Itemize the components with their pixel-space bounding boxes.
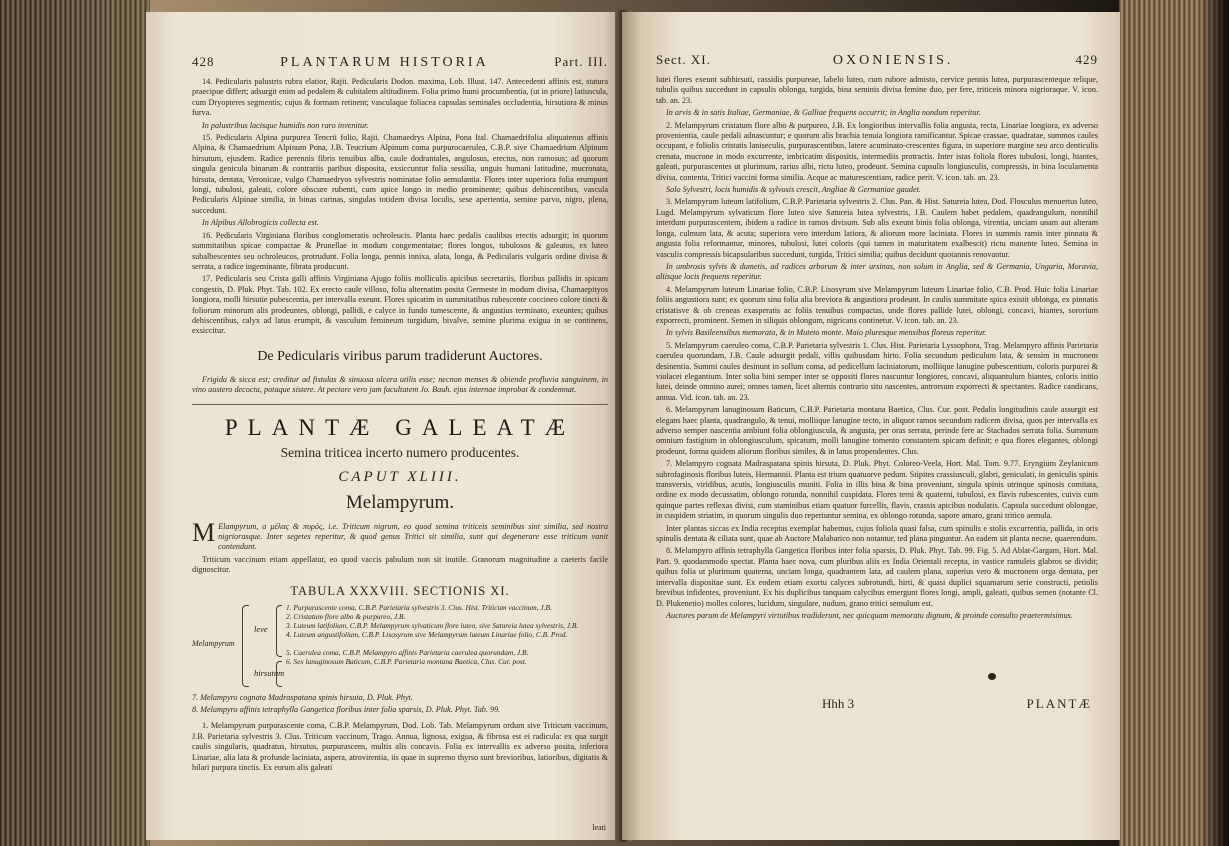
table-entries bbox=[286, 603, 604, 666]
table-subgroup-hirsutum: hirsutum bbox=[254, 667, 285, 678]
paragraph: 3. Melampyrum luteum latifolium, C.B.P. Parietaria sylvestris 2. Clus. Pan. & Hist. Satureia lutea, Dod. Flosculus menuertus luteo, Lugd. Melampyrum sylvaticum flore luteo sive Satureia lutea sylvestris, J.B. Caulem habet pedalem, quadrangulum, nonnihil interdum purpurascentem, ibidem a radice in ramos divisum. Sub alis exeunt binis folia oblonga, virentia, unciam unam aut alteram longa, culmum lata, & acuta; superiora vero interdum latiora, & aliorum more laciniata. Flores in summis ramis inter pinnata & angusta folia reformantur, minores, tubulosi, lutei coloris (qui tamen in maturitatem exalbescit) rictu manente luteo. Semina in vasculis compressis bicapsularibus succedunt, turgida, Tritici similia; quibus decidunt quotannis renovantur. bbox=[656, 197, 1098, 259]
genus-intro-2: Triticum vaccinum etiam appellatur, eo quod vaccis pabulum non sit inutile. Granorum magnitudine a caeteris facile dignoscitur. bbox=[192, 554, 608, 575]
virtue-text: Frigida & sicca est; creditur ad fistulas & sinuosa ulcera utilis esse; necnon menses & obiende profluvia sanguinem, in vino austero decocta, potaque sistere. At pectore vero jam facultatem Jo. Bauh. ejus internae improbat & condemnat. bbox=[192, 374, 608, 395]
brace bbox=[276, 605, 282, 657]
virtue-note: Auctores parum de Melampyri virtutibus tradiderunt, nec quicquam memoratu dignum, & proinde consulto praetermisimus. bbox=[666, 610, 1073, 620]
table-entry: 6. Sex lanuginosum Baticum, C.B.P. Parietaria montana Baetica, Clus. Cur. post. bbox=[286, 656, 527, 666]
table-entry: 3. Luteum latifolium, C.B.P. Melampyrum sylvaticum flore luteo, sive Satureia lutea sylvestris, J.B. bbox=[286, 620, 579, 630]
left-page bbox=[146, 12, 624, 840]
paragraph: 16. Pedicularis Virginiana floribus conglomeratis ochroleucis. Planta haec pedalis caulibus erectis adsurgit; in quorum summitatibus spicae compactae & Prunellae in modum congementatae; flores longos, tubulosos & galeatos, ex luteo subalbescentes seu ochroleucos, protrudunt. Folia longa, pennis innixa, alata, longa, & Pedicularis vulgaris ordine divisa & serrata, a radice ingeminante, fibrata producunt. bbox=[192, 230, 608, 271]
brace bbox=[276, 661, 282, 687]
habitat-note: In umbrosis sylvis & dumetis, ad radices arborum & inter ursinas, non solum in Anglia, sed & Germania, Ungaria, Moravia, aliisque locis frequens reperitur. bbox=[656, 261, 1098, 282]
paragraph: 17. Pedicularis seu Crista galli affinis Virginiana Ajugo foliis molliculis apicibus secretariis, floribus pallidis in spicam congestis, D. Pluk. Phyt. Tab. 102. Ex erecto caule villoso, folia alternatim posita Germeste in modum divisa, Chamaepityos longiora, molli hirsutie pubescentia, per intervalla exeunt. Flores spicatim in summitatibus rubescente coccineo colore tincti & foliorum minorum alis prodeuntes, oblongi, pallidi, e calyce in fundo tumescente, & angustius terminato, exeuntes; quibus dehiscentibus, calyx ad latus erumpit, & vasculum femineum turgidum, bivalve, semine plurima exigua in se continens, exsiccitur. bbox=[192, 274, 608, 336]
paragraph: lutei flores exeunt subhirsuti, cassidis purpureae, labelo luteo, cum rubore admisto, cervice pennis lutea, purpurascenteque relique, tubulis quibus succedunt in capsulis oblonga, turgida, bina seminis divisa femine duo, per fere, triticeis minora nigrioraque. V. icon. tab. an. 23. bbox=[656, 75, 1098, 105]
right-running-title: OXONIENSIS. bbox=[832, 53, 954, 68]
left-catchword: leati bbox=[592, 823, 606, 832]
habitat-note: In sylvis Basileensibus memorata, & in Muteto monte. Maio pluresque mensibus floreus reperitur. bbox=[666, 328, 987, 338]
left-running-title: PLANTARUM HISTORIA bbox=[280, 55, 489, 70]
right-running-head bbox=[656, 52, 1098, 69]
habitat-note: Solo Sylvestri, locis humidis & sylvosis crescit, Angliae & Germaniae gaudet. bbox=[666, 185, 921, 195]
ink-mark bbox=[988, 673, 996, 680]
table-entry bbox=[286, 639, 604, 648]
right-page bbox=[622, 12, 1120, 840]
paragraph: 8. Melampyro affinis tetraphylla Gangetica floribus inter folia sparsis, D. Pluk. Phyt. Tab. 99. Fig. 5. Ad Ablat-Gargam, Hort. Mal. Part. 9. quodammodo spectat. Planta haec nova, cum pluribus aliis ex India Orientali recepta, in vastice ramuleis glabros se dividit; quibus folia ut plurimum quaterna, unciam longa, quadrantem lata, ad caulem plana, superius vero & mucronem orga dentata, per intervalla dispositae sunt. Ex eodem etiam exortu calyces subrotundi, hirti, & quasi duplici squamarum serie constructi, petiolis brevibus infidentes, proveniunt. Ex his duplicibus tanquam calycibus emergunt flores longi, ampli, galeati, quibus semen (notante Cl. D. Plukenetio) molles colores, lucidum, singulare, nudum, grano tritici semulum est. bbox=[656, 546, 1098, 608]
paragraph: Inter plantas siccas ex India receptas exemplar habemus, cujus foliola quasi falsa, cum spinulis e stolis excurrentia, pallida, in oris spinulis dentata & ciliata sunt, quae ab Auctore Malabarico non notantur, ted plana pinguntur. An eadem sit planta necne, quaerendum. bbox=[656, 523, 1098, 544]
table-entry: 1. Purpurascente coma, C.B.P. Parietaria sylvestris 3. Clus. Hist. Triticum vaccinum, J.B. bbox=[286, 602, 552, 612]
paragraph: 14. Pedicularis palustris rubra elatior, Rajii. Pedicularis Dodon. maxima, Lob. Illust. 147. Antecedenti affinis est, statura praecipue differt; adsurgit enim ad pedalem & cubitalem altitudinem. Folia primo humi procumbentia, (ut in priore) latiuscula, cum Dryopteres segmentis; cujus & formam retinent; vasculaque foliacea capsulas seminales occludentia, hirsutiora & minus furva. bbox=[192, 77, 608, 118]
table-note: 8. Melampyro affinis tetraphylla Gangetica floribus inter folia sparsis, D. Pluk. Phyt. Tab. 99. bbox=[192, 705, 501, 714]
paragraph: 15. Pedicularis Alpina purpurea Tencrii folio, Rajii. Chamaedrys Alpina, Pona Ital. Chamaedrifolia aliquatenus affinis Alpina, & Chamaedrium Alpinum Pona, J.B. Teucrium Alpinum coma purpurocaerulea, C.B.P. sive Chamaedrium Alpinum hirsutum, ejusdem. Radice perennis fibris tenuibus alba, caule dodrantales, angulosus, erectus, non ramosus; ad quorum singula genicula binarum & contrariis paribus disposita, exsiccuntur folia sessilia, unguis humani latitudine, mucronata, hirsuta, dentata, Veronicae, vulgo Chamaedryos sylvestris nominatae folio aemulantia. Flores inter superiora folia erumpunt longi, tubulosi, galeati, colore obscure rubenti, cum apice longo in medio prominente; quibus dehiscentibus, vascula Pedicularis Alpinae similia, in binas carinas, singulas totidem divisa loculis, sese aperientia, semine parvo, nigro, plena, succedunt. bbox=[192, 133, 608, 215]
left-page-edges bbox=[0, 0, 150, 846]
habitat-note: In arvis & in satis Italiae, Germaniae, & Galliae frequens occurrit; in Anglia nondum reperitur. bbox=[666, 108, 981, 118]
chapter-heading: CAPUT XLIII. bbox=[338, 468, 462, 485]
left-part-label: Part. III. bbox=[554, 54, 608, 69]
genus-intro-text: Elampyrum, a μέλας & πυρός, i.e. Triticum nigrum, eo quod semina triticeis seminibus sint similia, sed nostra nigriorasque. Inter segetes reperitur, & quod genus Tritici sit similia, sunt qui degenerare esse triticum vanit contendunt. bbox=[218, 521, 608, 552]
paragraph: 4. Melampyrum luteum Linariae folio, C.B.P. Lisosyrum sive Melampyrum luteum Linariae folio, C.B. Prod. Huic folia Linariae foliis angustiora sunt; ex quorum sinu folia alia breviora & angustiora prodeunt. In caulis summitate spica existit oblonga, ex pinnatis cristatisve & ob creneas exasperatis ac foliis tenuibus compactas, unde flores pallide lutei, oblongi, concavi, hiantes, sororium exporrecti, prominent. Semen in siliquis oblongum, nigricans continetur. V. icon. tab. an. 23. bbox=[656, 284, 1098, 325]
class-title: PLANTÆ GALEATÆ bbox=[192, 404, 608, 441]
paragraph: 5. Melampyrum caeruleo coma, C.B.P. Parietaria sylvestris 1. Clus. Hist. Parietaria Lyssophora, Trag. Melampyro affinis Parietaria caerulea quorundam, J.B. Caule adsurgit pedali, villis quibusdam hirto. Folia secundum pediculum lata, & sensim in mucronem desinentia. Summi caules desinunt in sollum coma, ad pedicellum laciniatorum, molliique lanugine pubescentium, coloris purpurei & violacei elegantium. Inter solia bini semper inter se oppositi flores nascuntur longiores, concavi, aliquantulum hiantes, coloris initio lutei, deinde omnino aurei; omnes tamen, licet alternis contrario situ nascentes, antrorsum exporrecti & spectantes. Radice candicans, annua. Vid. icon. tab. an. 23. bbox=[656, 340, 1098, 402]
right-section-label: Sect. XI. bbox=[656, 52, 711, 67]
paragraph: 2. Melampyrum cristatum flore albo & purpureo, J.B. Ex longioribus intervallis folia angusta, recta, Linariae longiora, ex adverso provenientia, caule pedali adnascuntur; e quorum alis brachia tenuia longiora ramificantur. Spicae crassae, quadratae, summos caules occupant, e foliolis cristatis laniseculis, purpurascentibus, latere acuminato-crescentes figura, in superiore margine seu arco denticulis crenata, mucrone in modo excurrente, imbricatim dispositis, intermediis protractis. Inter istas foliola flores tubulosi, longi, hiantes, galeati, purpurascentes ut plurimum, rarius albi, rictu luteo, prodeunt. Semina capsulis longiusculis, compressis, in bina loculamenta divisa, contenta, Tritici vaccini forma similia. Acque ac maturescentiam, radice perit. V. icon. tab. an. 23. bbox=[656, 120, 1098, 182]
table-subgroup-leve: leve bbox=[254, 623, 268, 634]
paragraph: 1. Melampyrum purpurascente coma, C.B.P. Melampyrum, Dod. Lob. Tab. Melampyrum ordum sive Triticum vaccinum, J.B. Parietaria sylvestris 3. Clus. Triticum vaccinum, Trago. Annua, lignosa, exigua, & fibrosa est ei radicula: ex qua surgit caulis singularis, quadratus, hirsutus, purpurascens, multis alis concavis. Folia ex intervallis ex adverso posita, inferiora Linariae, alia lata & profunde laciniata, aspera, atrovirentia, iis quae in supremo thyrso sunt brevioribus, latioribus, digitatis & hilari purpura tinctis. Ex eorum alis galeati bbox=[192, 721, 608, 773]
drop-cap: M bbox=[192, 517, 216, 547]
genus-title: Melampyrum. bbox=[345, 491, 455, 513]
left-running-head bbox=[192, 54, 608, 71]
brace bbox=[242, 605, 249, 687]
right-catchword: PLANTÆ bbox=[1026, 696, 1092, 711]
right-page-number: 429 bbox=[1075, 52, 1098, 67]
table-entry: 2. Cristatum flore albo & purpureo, J.B. bbox=[286, 611, 406, 621]
left-page-number: 428 bbox=[192, 54, 215, 69]
right-page-edges bbox=[1119, 0, 1229, 846]
paragraph: 6. Melampyrum lanuginosum Baticum, C.B.P. Parietaria montana Baetica, Clus. Cur. post. Pedalis longitudinis caule assurgit est elegans haec planta, quadrangulo, & tenui, molliique lanugine tecto, in aliquot ramos secundum radicem divisa, quos per intervalla ex adverso semper nascentia ambiunt folia oblongiuscula, & angusta, per oras serrata, perinde fere ac Stachados serrata folia. Summum omnium fastigium in oblongiusculum, spicatum, molli lanugine tomento constantem spicam definit; e qua flores elegantes, oblongi prodeunt, forma quidem aliorum floribus similes, & in latus propendentes. Clus. bbox=[656, 405, 1098, 456]
table-note: 7. Melampyro cognata Madraspatana spinis hirsuta, D. Pluk. Phyt. bbox=[192, 692, 413, 702]
table-entry: 4. Luteum angustifolium, C.B.P. Lisosyrum sive Melampyrum luteum Linariae folio, C.B. Prod. bbox=[286, 629, 568, 639]
genus-intro bbox=[192, 517, 608, 553]
habitat-note: In palustribus lacisque humidis non raro invenitur. bbox=[202, 120, 369, 130]
table-genus-label: Melampyrum bbox=[192, 638, 235, 648]
paragraph: 7. Melampyro cognata Madraspatana spinis hirsuta, D. Pluk. Phyt. Coloreo-Veela, Hort. Mal. Tom. 9.77. Eryngium Zeylanicum subrofaginosis floribus luteis, Hermannii. Planta est trium quatuorve pedum. Stipites crassiusculi, glabri, geniculati, in geniculis spinis transversis, viridibus, acutis, longiusculis muniti. Folia in illis bina & bina proveniunt, singula spinis utrinque spinosis comitata, ordine ex modo decussatim, oblongo rotunda, nonnihil cuspidata. Flores terni & quaterni, tubulosi, ex flavis rubescentes, cuivis cum quinque partes reflexas divisi, cum staminibus etiam quatuor furcellis, flavis, crassis apicibus nodulatis. Capsula succedunt oblongae, in cuspidem striatim, in quorum singulis duo reperiuntur semina, ex oblongo rotunda, sapore amaro, grani tritico aemula. bbox=[656, 459, 1098, 521]
habitat-note: In Alpibus Allobrogicis collecta est. bbox=[202, 218, 319, 228]
species-table bbox=[192, 603, 608, 689]
signature-mark: Hhh 3 bbox=[822, 696, 855, 711]
virtue-heading: De Pedicularis viribus parum tradiderunt Auctores. bbox=[257, 348, 543, 364]
table-heading: TABULA XXXVIII. SECTIONIS XI. bbox=[290, 583, 510, 598]
class-subtitle: Semina triticea incerto numero producentes. bbox=[280, 444, 520, 460]
table-entry: 5. Caerulea coma, C.B.P. Melampyro affinis Parietaria caerulea quorundam, J.B. bbox=[286, 647, 529, 657]
